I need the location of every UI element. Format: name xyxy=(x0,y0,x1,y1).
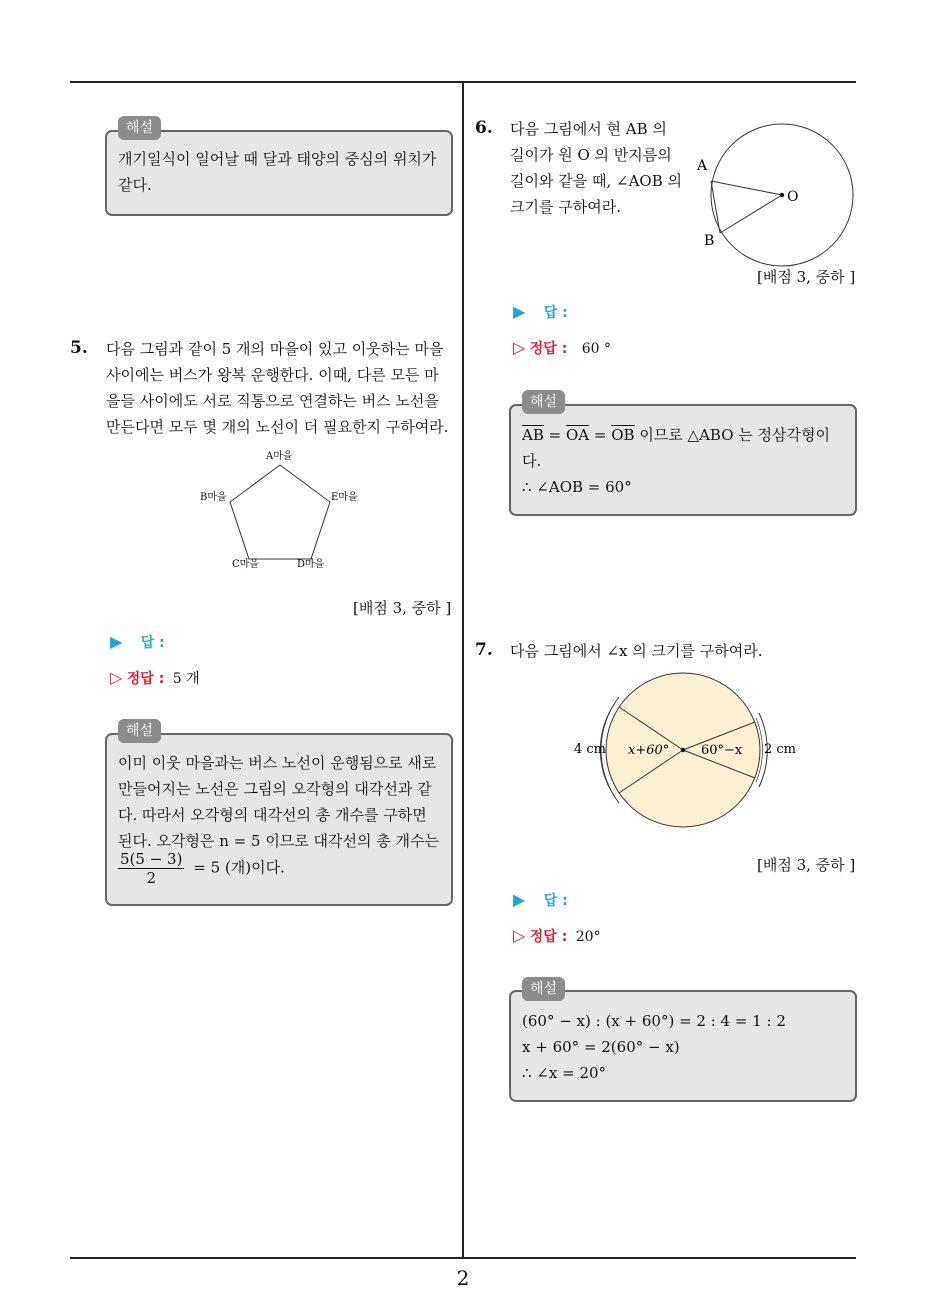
correct-label: 정답 : xyxy=(529,929,568,945)
question-line: 을들 사이에도 서로 직통으로 연결하는 버스 노선을 xyxy=(106,392,439,410)
village-b-label: B마을 xyxy=(200,492,227,503)
answer-row xyxy=(513,890,568,910)
radius-oa xyxy=(711,181,782,195)
answer-label: 답 : xyxy=(140,635,165,651)
score-label: [배점 3, 중하 ] xyxy=(757,856,856,874)
village-e-label: E마을 xyxy=(331,492,358,503)
answer-label: 답 : xyxy=(543,305,568,321)
village-a-label: A마을 xyxy=(266,451,293,462)
length-right-label: 2 cm xyxy=(764,742,797,757)
answer-row xyxy=(513,302,568,322)
explanation-line: 다. 따라서 오각형의 대각선의 총 개수를 구하면 xyxy=(118,806,427,824)
center-dot xyxy=(681,748,685,752)
explanation-fraction-line xyxy=(118,850,285,887)
point-b-label: B xyxy=(704,233,715,249)
question-number: 5. xyxy=(70,338,88,358)
explanation-line: ∴ ∠AOB = 60° xyxy=(522,478,632,496)
question-line: 다음 그림과 같이 5 개의 마을이 있고 이웃하는 마을 xyxy=(106,340,444,358)
question-number: 7. xyxy=(475,640,493,660)
correct-answer-row xyxy=(513,926,601,946)
correct-label: 정답 : xyxy=(529,341,568,357)
equals: = xyxy=(543,426,566,444)
answer-row xyxy=(110,632,165,652)
fraction xyxy=(118,850,184,887)
question-number: 6. xyxy=(475,118,493,138)
village-d-label: D마을 xyxy=(297,559,325,570)
score-label: [배점 3, 중하 ] xyxy=(757,268,856,286)
explanation-tab: 해설 xyxy=(522,390,565,414)
explanation-text: 이므로 △ABO 는 정삼각형이 xyxy=(634,426,830,444)
length-left-label: 4 cm xyxy=(574,742,607,757)
question-line: 크기를 구하여라. xyxy=(510,198,621,216)
fraction-rest: = 5 (개)이다. xyxy=(193,858,285,877)
column-divider xyxy=(462,82,464,1258)
question-line: 만든다면 모두 몇 개의 노선이 더 필요한지 구하여라. xyxy=(106,418,449,436)
angle-right-label: 60°−x xyxy=(701,743,743,758)
explanation-tab: 해설 xyxy=(118,719,161,743)
segment-oa: $\overline{OA}$ xyxy=(565,426,590,444)
question-line: 사이에는 버스가 왕복 운행한다. 이때, 다른 모든 마 xyxy=(106,366,439,384)
fraction-denominator: 2 xyxy=(146,869,156,887)
play-icon: ▶ xyxy=(110,632,123,651)
explanation-line: 된다. 오각형은 n = 5 이므로 대각선의 총 개수는 xyxy=(118,832,440,850)
question-line: 다음 그림에서 현 AB 의 xyxy=(510,120,667,138)
circle-chord-figure xyxy=(690,115,860,270)
village-c-label: C마을 xyxy=(232,559,259,570)
play-icon: ▶ xyxy=(513,890,526,909)
point-o-label: O xyxy=(787,189,799,205)
page-number: 2 xyxy=(456,1266,470,1290)
outline-play-icon: ▷ xyxy=(110,668,123,687)
explanation-line: x + 60° = 2(60° − x) xyxy=(522,1038,680,1056)
point-a-label: A xyxy=(697,158,708,174)
question-line: 길이가 원 O 의 반지름의 xyxy=(510,146,672,164)
fraction-numerator: 5(5 − 3) xyxy=(120,850,183,868)
question-line: 길이와 같을 때, ∠AOB 의 xyxy=(510,172,682,190)
outline-play-icon: ▷ xyxy=(513,926,526,945)
radius-ob xyxy=(720,195,782,233)
explanation-line: (60° − x) : (x + 60°) = 2 : 4 = 1 : 2 xyxy=(522,1012,786,1030)
play-icon: ▶ xyxy=(513,302,526,321)
correct-answer-row xyxy=(513,338,611,358)
answer-label: 답 : xyxy=(543,893,568,909)
correct-value: 20° xyxy=(575,929,601,945)
explanation-line: 개기일식이 일어날 때 달과 태양의 중심의 위치가 xyxy=(118,150,437,168)
correct-value: 60 ° xyxy=(581,341,612,357)
explanation-line: 같다. xyxy=(118,176,152,194)
explanation-line xyxy=(522,422,830,448)
pentagon xyxy=(230,465,330,559)
question-line: 다음 그림에서 ∠x 의 크기를 구하여라. xyxy=(510,642,763,660)
explanation-line: 이미 이웃 마을과는 버스 노선이 운행됨으로 새로 xyxy=(118,754,437,772)
correct-label: 정답 : xyxy=(126,671,165,687)
explanation-tab: 해설 xyxy=(118,116,161,140)
equals: = xyxy=(589,426,612,444)
explanation-line: ∴ ∠x = 20° xyxy=(522,1064,607,1082)
explanation-line: 다. xyxy=(522,452,542,470)
segment-ob: $\overline{OB}$ xyxy=(611,426,635,444)
explanation-tab: 해설 xyxy=(522,977,565,1001)
correct-value: 5 개 xyxy=(172,671,200,687)
explanation-line: 만들어지는 노선은 그림의 오각형의 대각선과 같 xyxy=(118,780,432,798)
center-dot xyxy=(780,193,784,197)
outline-play-icon: ▷ xyxy=(513,338,526,357)
bottom-rule xyxy=(70,1257,856,1259)
pentagon-figure xyxy=(190,445,380,575)
explanation-box-top xyxy=(105,130,453,216)
angle-left-label: x+60° xyxy=(628,743,670,758)
correct-answer-row xyxy=(110,668,200,688)
circle-angle-figure xyxy=(570,670,810,835)
score-label: [배점 3, 중하 ] xyxy=(353,599,452,617)
segment-ab: $\overline{AB}$ xyxy=(522,426,544,444)
